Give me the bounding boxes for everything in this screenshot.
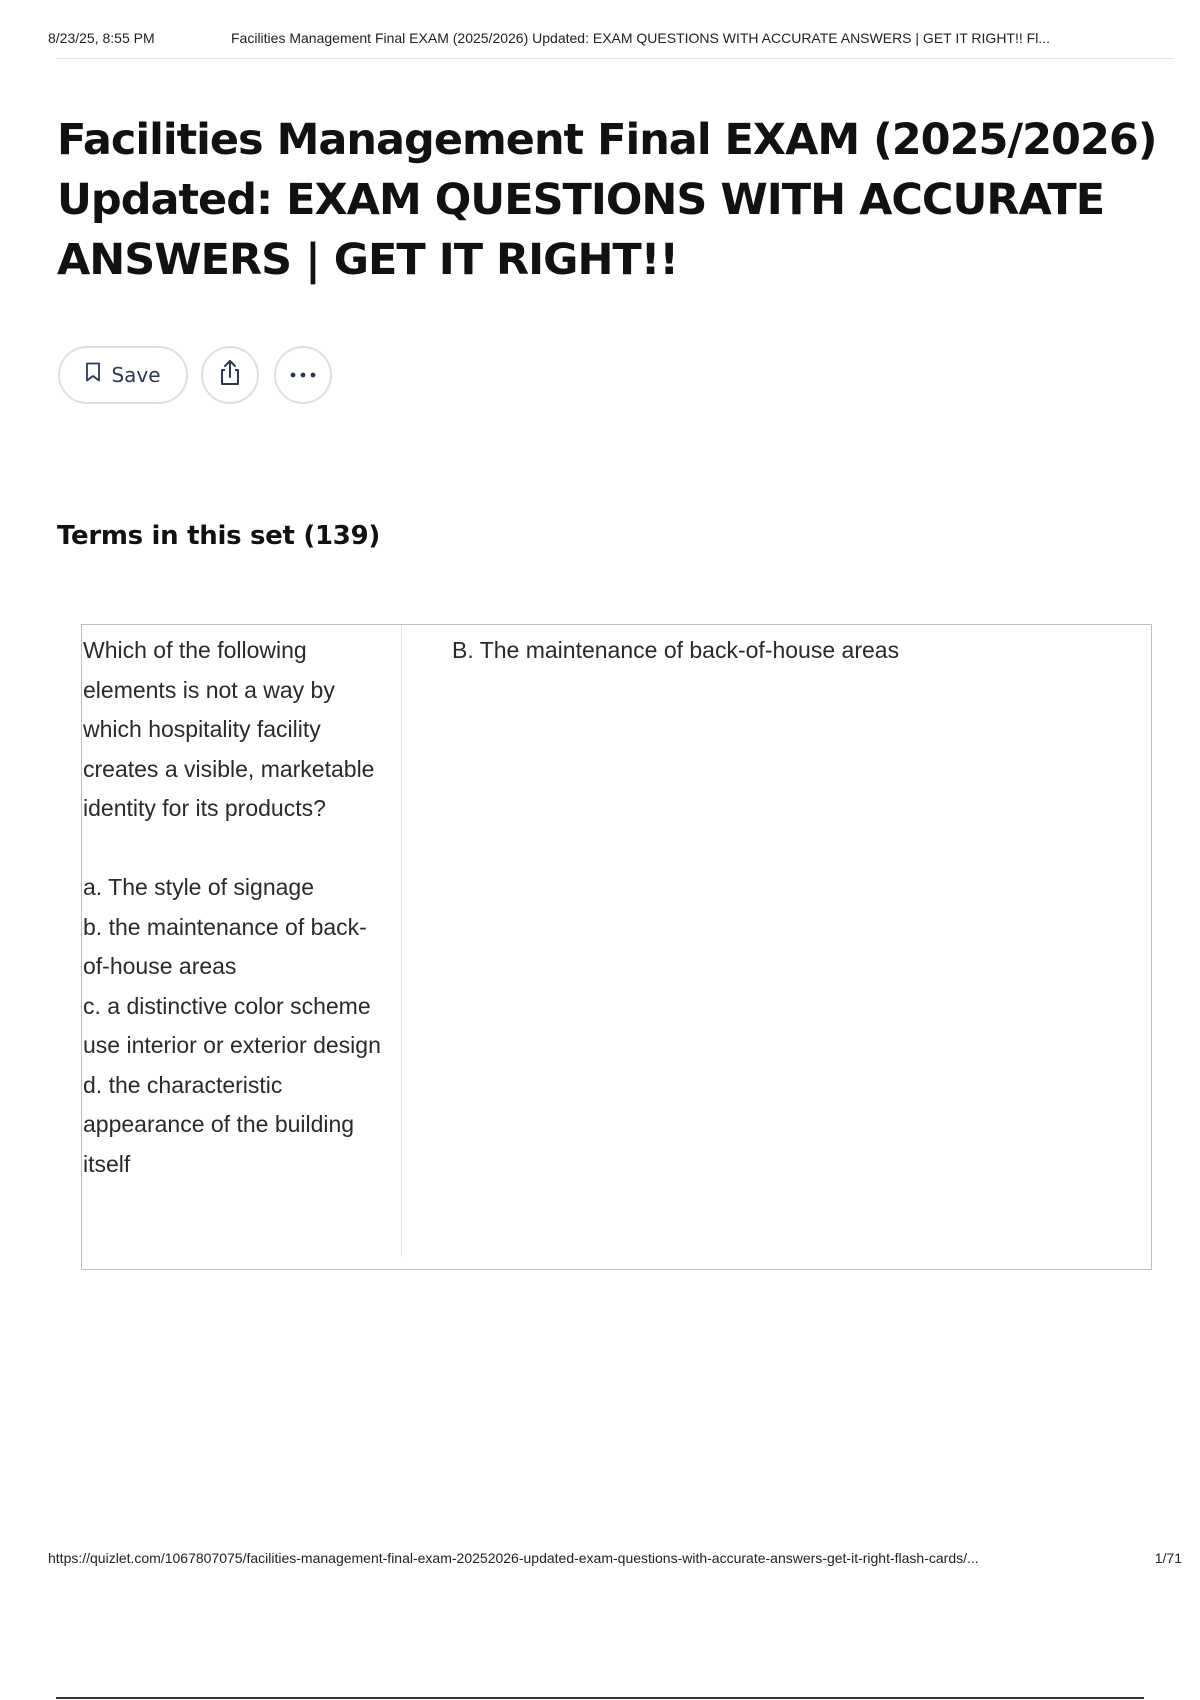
save-button[interactable] xyxy=(58,346,188,404)
share-icon xyxy=(217,359,243,392)
flashcard-definition: B. The maintenance of back-of-house areas xyxy=(452,637,900,663)
page-title: Facilities Management Final EXAM (2025/2026) Updated: EXAM QUESTIONS WITH ACCURATE ANSWERS | GET IT RIGHT!! xyxy=(57,115,1157,285)
print-document-title: Facilities Management Final EXAM (2025/2026) Updated: EXAM QUESTIONS WITH ACCURATE ANSWERS | GET IT RIGHT!! Fl... xyxy=(231,30,1050,46)
more-icon xyxy=(289,366,317,384)
print-url: https://quizlet.com/1067807075/facilities-management-final-exam-20252026-updated-exam-questions-with-accurate-answers-get-it-right-flash-cards/... xyxy=(48,1550,979,1566)
header-divider xyxy=(56,58,1174,59)
terms-count-heading: Terms in this set (139) xyxy=(57,521,380,551)
share-button[interactable] xyxy=(201,346,259,404)
flashcard-divider xyxy=(401,625,402,1257)
print-date: 8/23/25, 8:55 PM xyxy=(48,30,155,46)
print-page-number: 1/71 xyxy=(1154,1550,1182,1566)
bookmark-icon xyxy=(85,362,101,388)
print-footer xyxy=(48,1550,1182,1570)
print-header xyxy=(48,30,1178,50)
flashcard-row xyxy=(81,624,1152,1270)
more-options-button[interactable] xyxy=(274,346,332,404)
save-button-label: Save xyxy=(111,363,161,387)
flashcard-term: Which of the following elements is not a way by which hospitality facility creates a visible, marketable identity for its products? a. The style of signage b. the maintenance of back-of-house areas c. a distinctive color scheme use interior or exterior design d. the characteristic appearance of the building itself xyxy=(83,637,381,1177)
bottom-divider xyxy=(56,1697,1144,1699)
